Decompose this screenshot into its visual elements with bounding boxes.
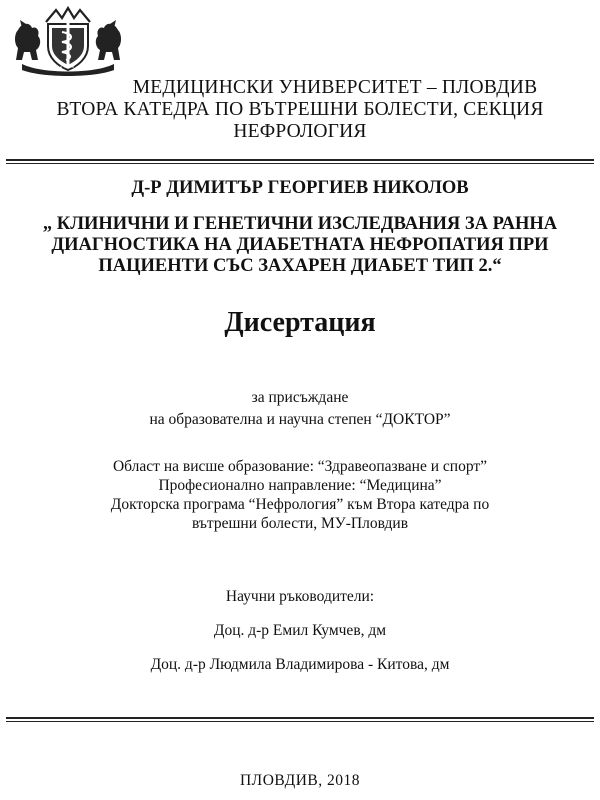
top-divider bbox=[6, 159, 594, 164]
supervisor-2: Доц. д-р Людмила Владимирова - Китова, дм bbox=[150, 656, 450, 673]
place-and-year: ПЛОВДИВ, 2018 bbox=[239, 772, 360, 789]
thesis-title bbox=[0, 214, 600, 277]
university-header bbox=[0, 77, 600, 143]
thesis-title-line-3: ПАЦИЕНТИ СЪС ЗАХАРЕН ДИАБЕТ ТИП 2.“ bbox=[98, 256, 502, 276]
degree-award bbox=[0, 387, 600, 431]
author-name: Д-Р ДИМИТЪР ГЕОРГИЕВ НИКОЛОВ bbox=[131, 178, 469, 198]
academic-fields bbox=[0, 457, 600, 533]
university-crest-icon bbox=[12, 4, 124, 76]
document-type: Дисертация bbox=[224, 307, 376, 338]
department-name: ВТОРА КАТЕДРА ПО ВЪТРЕШНИ БОЛЕСТИ, СЕКЦИЯ bbox=[56, 99, 544, 120]
field-program-line-1: Докторска програма “Нефрология” към Втора катедра по bbox=[110, 496, 490, 513]
supervisor-1: Доц. д-р Емил Кумчев, дм bbox=[213, 622, 387, 639]
field-direction: Професионално направление: “Медицина” bbox=[158, 477, 442, 494]
field-program-line-2: вътрешни болести, МУ-Пловдив bbox=[191, 515, 409, 532]
crest-graphic bbox=[12, 4, 124, 76]
supervisors-label: Научни ръководители: bbox=[225, 588, 375, 605]
thesis-title-line-2: ДИАГНОСТИКА НА ДИАБЕТНАТА НЕФРОПАТИЯ ПРИ bbox=[51, 235, 549, 255]
section-name: НЕФРОЛОГИЯ bbox=[233, 121, 367, 142]
thesis-title-line-1: „ КЛИНИЧНИ И ГЕНЕТИЧНИ ИЗСЛЕДВАНИЯ ЗА РАННА bbox=[42, 214, 558, 234]
bottom-divider bbox=[6, 717, 594, 722]
award-line-1: за присъждане bbox=[251, 389, 349, 406]
university-name: МЕДИЦИНСКИ УНИВЕРСИТЕТ – ПЛОВДИВ bbox=[132, 77, 538, 98]
award-line-2: на образователна и научна степен “ДОКТОР” bbox=[149, 411, 451, 428]
field-area: Област на висше образование: “Здравеопазване и спорт” bbox=[112, 458, 488, 475]
